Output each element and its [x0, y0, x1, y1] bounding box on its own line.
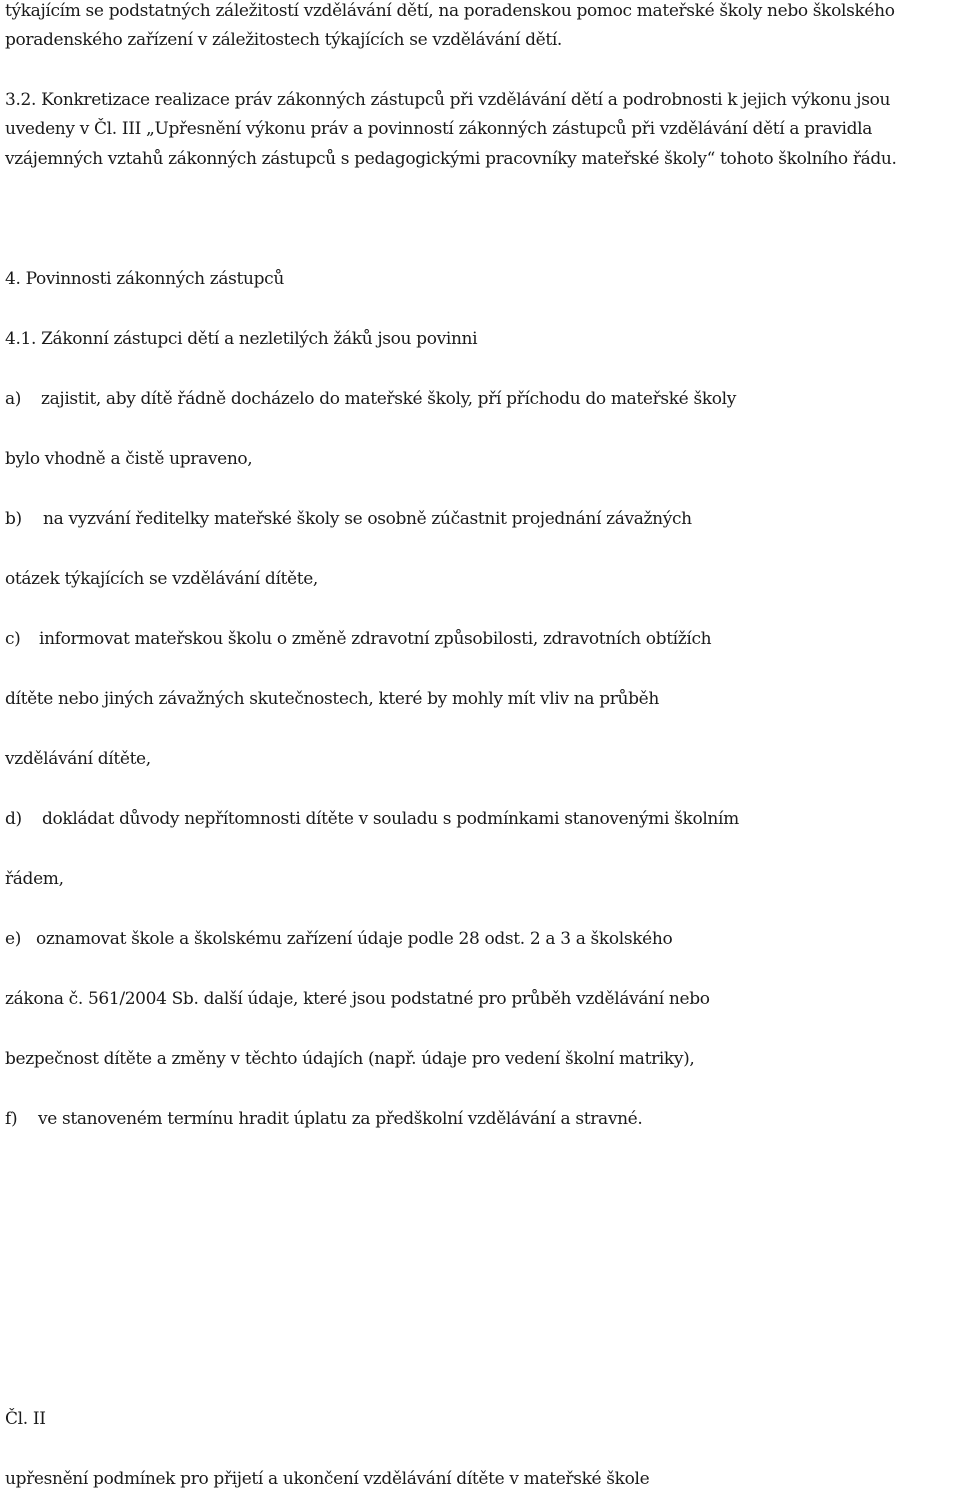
list-item-c — [5, 628, 711, 650]
list-item-e-continuation-2: bezpečnost dítěte a změny v těchto údajích (např. údaje pro vedení školní matriky), — [5, 1049, 695, 1069]
list-item-f-text: ve stanoveném termínu hradit úplatu za předškolní vzdělávání a stravné. — [38, 1109, 643, 1129]
list-marker-a: a) — [5, 389, 22, 409]
list-item-d-continuation: řádem, — [5, 869, 64, 889]
list-item-f — [5, 1108, 642, 1130]
list-item-e-continuation-1: zákona č. 561/2004 Sb. další údaje, které jsou podstatné pro průběh vzdělávání nebo — [5, 989, 710, 1009]
article-title: Čl. II — [5, 1409, 46, 1429]
list-item-d-text: dokládat důvody nepřítomnosti dítěte v souladu s podmínkami stanovenými školním — [42, 809, 739, 829]
list-item-c-continuation-2: vzdělávání dítěte, — [5, 749, 151, 769]
list-item-a-continuation: bylo vhodně a čistě upraveno, — [5, 449, 253, 469]
list-item-e — [5, 928, 672, 950]
list-marker-b: b) — [5, 509, 22, 529]
list-item-b — [5, 508, 692, 530]
intro-line-2: poradenského zařízení v záležitostech týkajících se vzdělávání dětí. — [5, 30, 562, 50]
heading-povinnosti: 4. Povinnosti zákonných zástupců — [5, 269, 284, 289]
section-3-2-line-3: vzájemných vztahů zákonných zástupců s pedagogickými pracovníky mateřské školy“ tohoto školního řádu. — [5, 149, 897, 169]
section-3-2-line-2: uvedeny v Čl. III „Upřesnění výkonu práv a povinností zákonných zástupců při vzdělávání dětí a pravidla — [5, 119, 873, 139]
article-subtitle: upřesnění podmínek pro přijetí a ukončení vzdělávání dítěte v mateřské škole — [5, 1469, 650, 1489]
list-marker-d: d) — [5, 809, 22, 829]
list-item-b-continuation: otázek týkajících se vzdělávání dítěte, — [5, 569, 318, 589]
list-marker-c: c) — [5, 629, 21, 649]
list-item-c-text: informovat mateřskou školu o změně zdravotní způsobilosti, zdravotních obtížích — [39, 629, 712, 649]
list-marker-f: f) — [5, 1109, 18, 1129]
intro-line-1: týkajícím se podstatných záležitostí vzdělávání dětí, na poradenskou pomoc mateřské školy nebo školského — [5, 1, 895, 21]
list-item-a-text: zajistit, aby dítě řádně docházelo do mateřské školy, pří příchodu do mateřské školy — [41, 389, 737, 409]
section-4-1: 4.1. Zákonní zástupci dětí a nezletilých žáků jsou povinni — [5, 329, 478, 349]
list-item-c-continuation-1: dítěte nebo jiných závažných skutečnostech, které by mohly mít vliv na průběh — [5, 689, 659, 709]
list-item-e-text: oznamovat škole a školskému zařízení údaje podle 28 odst. 2 a 3 a školského — [36, 929, 673, 949]
list-marker-e: e) — [5, 929, 21, 949]
section-3-2-line-1: 3.2. Konkretizace realizace práv zákonných zástupců při vzdělávání dětí a podrobnosti k jejich výkonu jsou — [5, 90, 891, 110]
list-item-b-text: na vyzvání ředitelky mateřské školy se osobně zúčastnit projednání závažných — [43, 509, 692, 529]
list-item-a — [5, 388, 736, 410]
list-item-d — [5, 808, 739, 830]
